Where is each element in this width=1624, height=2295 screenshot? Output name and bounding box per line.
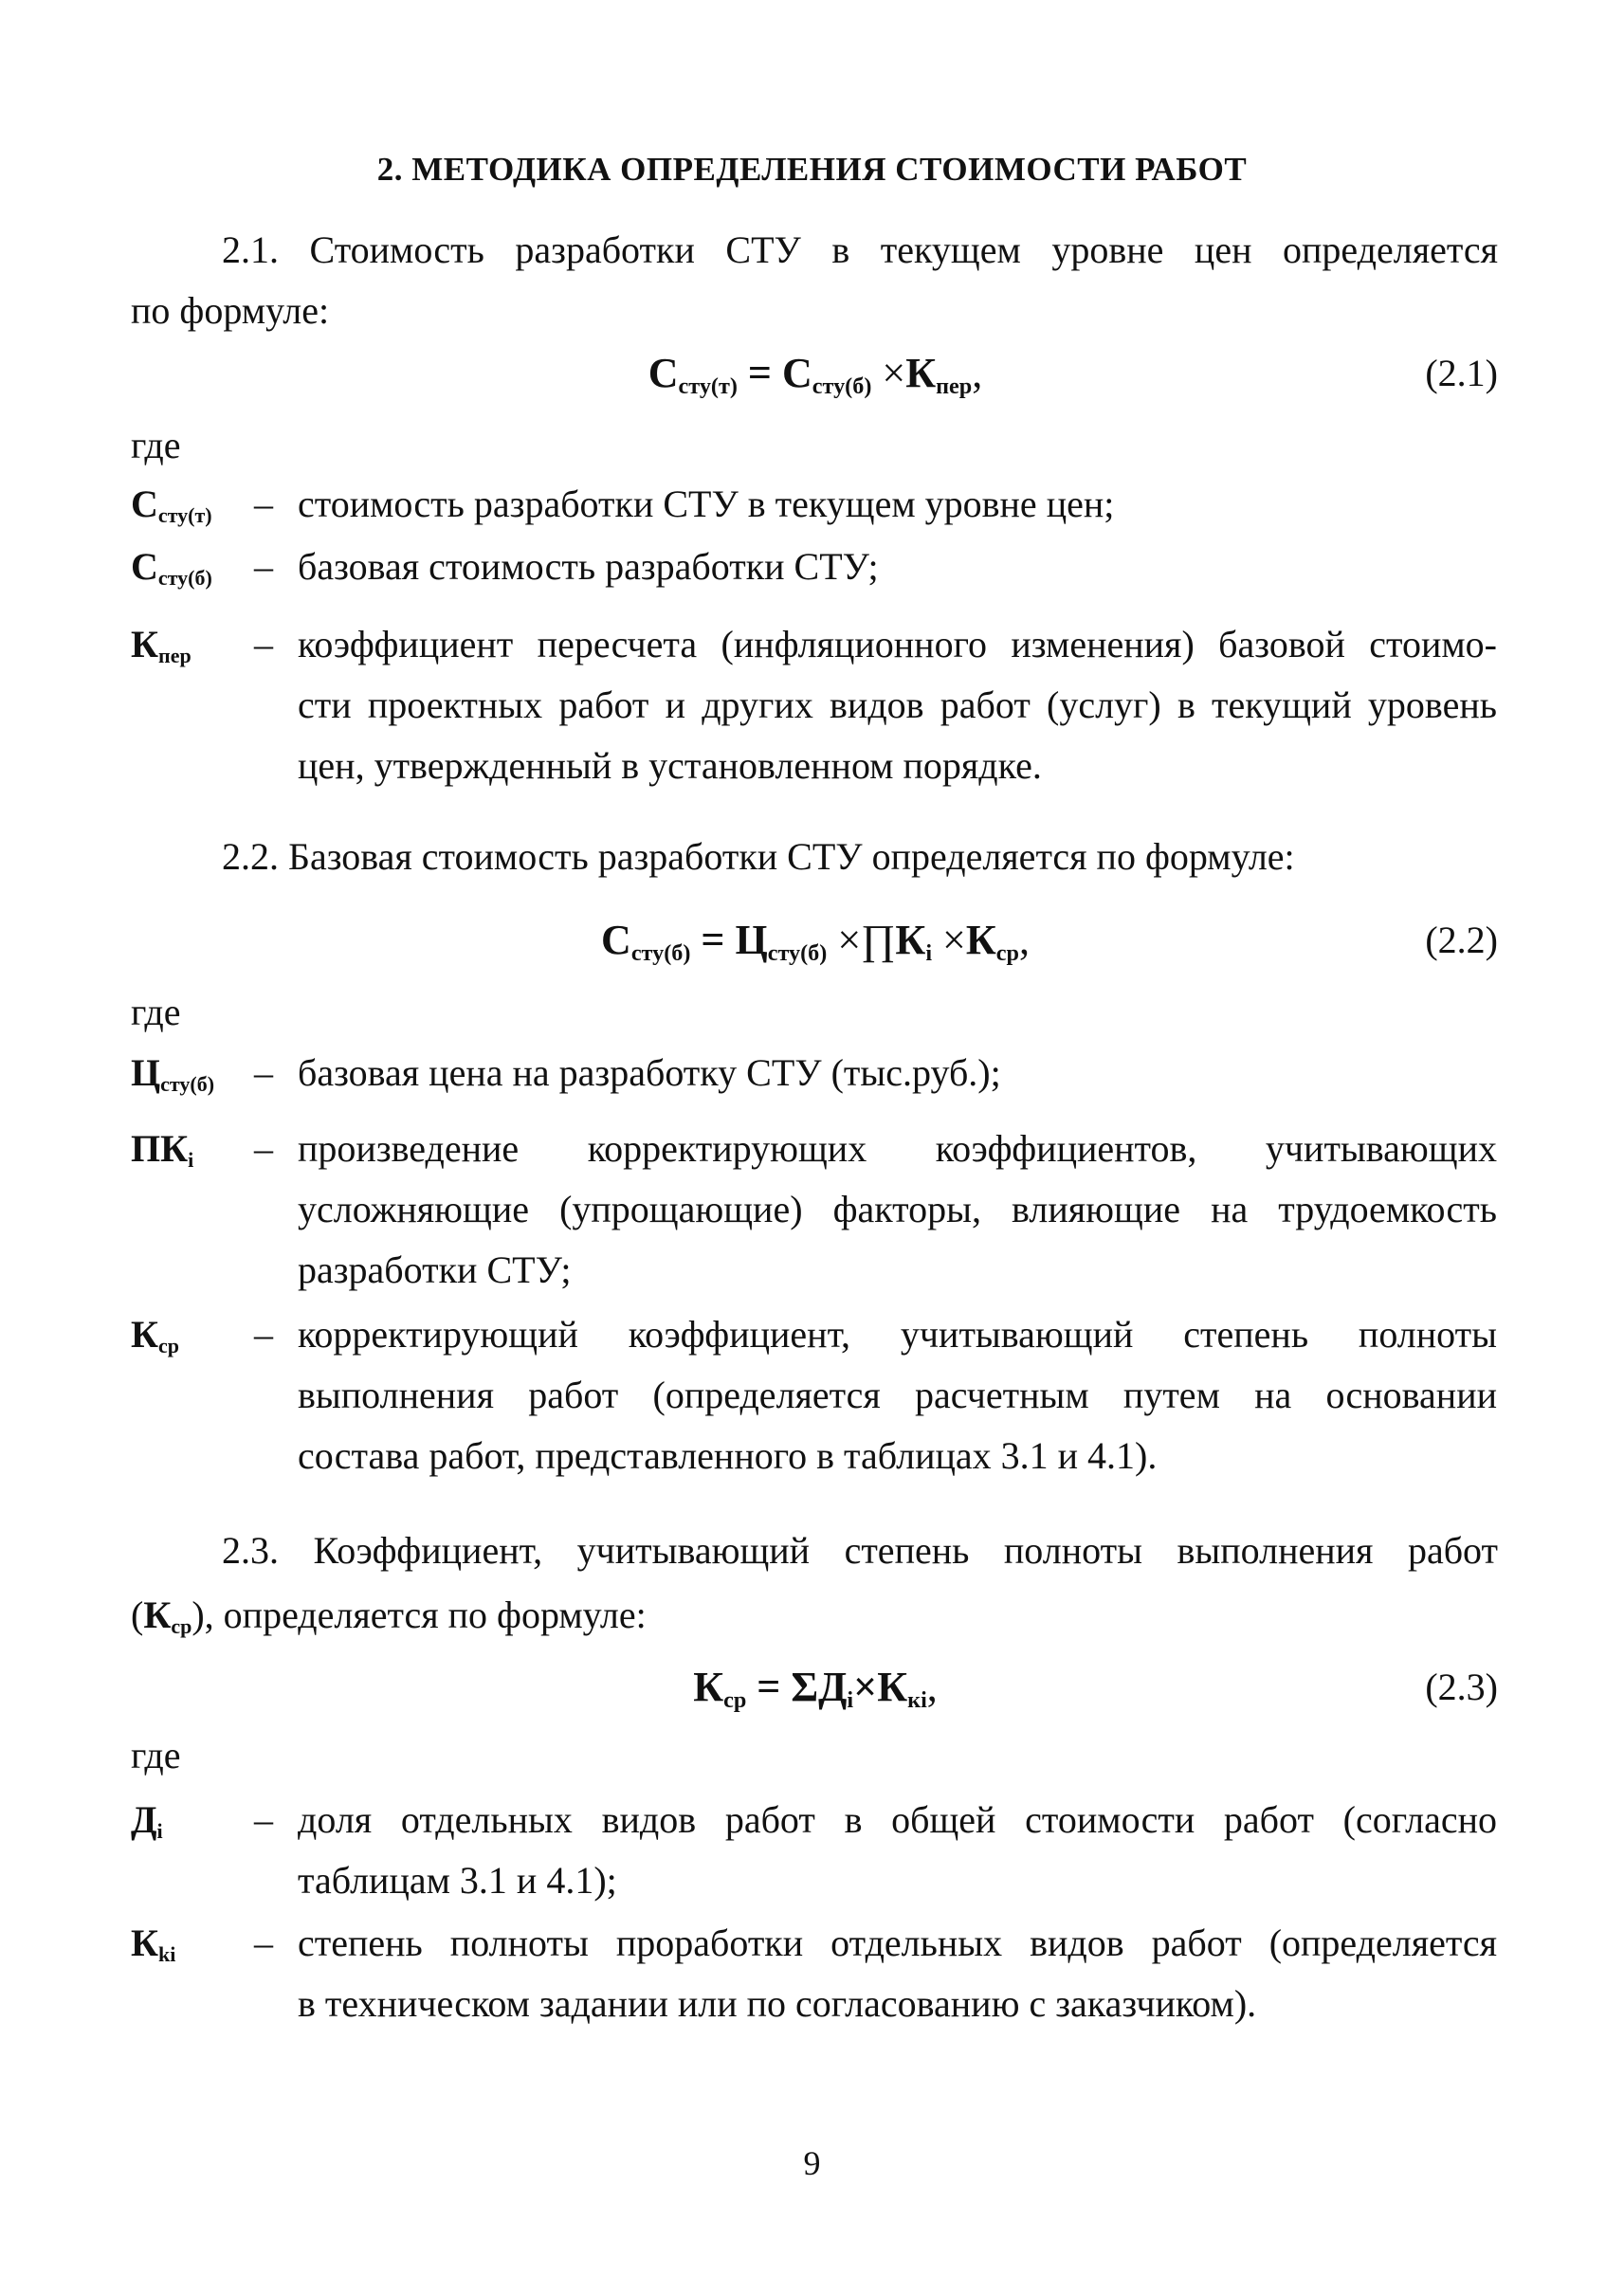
section-heading: 2. МЕТОДИКА ОПРЕДЕЛЕНИЯ СТОИМОСТИ РАБОТ	[376, 151, 1248, 188]
def-text-c-base: базовая стоимость разработки СТУ;	[298, 545, 879, 588]
page-number: 9	[803, 2144, 821, 2182]
paragraph-2-3-line-2: (Кср), определяется по формуле:	[131, 1594, 647, 1639]
where-label-2-2: где	[131, 991, 181, 1033]
def-dash: –	[254, 1922, 273, 1964]
def-symbol-d-i: $Д_i$	[131, 1798, 163, 1844]
def-symbol-k-ki: $К_{ki}$	[131, 1922, 176, 1967]
def-symbol-c-base: $С_{сту(б)}$	[131, 545, 212, 591]
def-text-d-i: доля отдельных видов работ в общей стоимости работ (согласно таблицам 3.1 и 4.1);	[298, 1798, 1497, 1902]
paragraph-2-2: 2.2. Базовая стоимость разработки СТУ определяется по формуле:	[222, 835, 1295, 878]
formula-number-2-3: (2.3)	[1425, 1666, 1498, 1708]
def-dash: –	[254, 1051, 273, 1094]
def-text-pk-i: произведение корректирующих коэффициентов, учитывающих усложняющие (упрощающие) факторы, влияющие на трудоемкость разработки СТУ;	[298, 1127, 1497, 1291]
def-symbol-k-sr: $К_{ср}$	[131, 1313, 180, 1358]
where-label-2-1: где	[131, 424, 181, 466]
def-text-c-current: стоимость разработки СТУ в текущем уровне цен;	[298, 483, 1115, 525]
def-symbol-price-base: $Ц_{сту(б)}$	[131, 1051, 215, 1097]
formula-number-2-2: (2.2)	[1425, 919, 1498, 961]
def-symbol-pk-i: $ПК_i$	[131, 1127, 194, 1173]
paragraph-2-1-line-2: по формуле:	[131, 289, 330, 332]
def-text-k-ki: степень полноты проработки отдельных видов работ (определяется в техническом задании или по согласованию с заказчиком).	[298, 1922, 1497, 2025]
def-text-k-sr: корректирующий коэффициент, учитывающий степень полноты выполнения работ (определяется расчетным путем на основании состава работ, представленного в таблицах 3.1 и 4.1).	[298, 1313, 1497, 1477]
def-symbol-c-current: $С_{сту(т)}$	[131, 483, 212, 528]
formula-2-1: $С_{сту(т)} = С_{сту(б)} \times К_{пер}$,	[648, 350, 983, 399]
def-dash: –	[254, 1127, 273, 1170]
def-dash: –	[254, 623, 273, 665]
paragraph-2-1-line-1: 2.1. Стоимость разработки СТУ в текущем уровне цен определяется	[222, 228, 1498, 271]
def-dash: –	[254, 1798, 273, 1841]
formula-2-3: $К_{ср} = \Sigma Д_i\times К_{кi}$,	[693, 1664, 938, 1713]
def-text-k-per: коэффициент пересчета (инфляционного изменения) базовой стоимо- сти проектных работ и других видов работ (услуг) в текущий уровень цен, утвержденный в установленном порядке.	[298, 623, 1497, 787]
def-dash: –	[254, 545, 273, 588]
def-dash: –	[254, 1313, 273, 1356]
def-dash: –	[254, 483, 273, 525]
where-label-2-3: где	[131, 1734, 181, 1776]
formula-number-2-1: (2.1)	[1425, 352, 1498, 394]
def-symbol-k-per: $К_{пер}$	[131, 623, 192, 668]
def-text-price-base: базовая цена на разработку СТУ (тыс.руб.);	[298, 1051, 1001, 1094]
formula-2-2: $С_{сту(б)} = Ц_{сту(б)}$ $\times\prod К_i \times К_{ср}$,	[601, 917, 1030, 966]
paragraph-2-3-line-1: 2.3. Коэффициент, учитывающий степень полноты выполнения работ	[222, 1529, 1498, 1572]
